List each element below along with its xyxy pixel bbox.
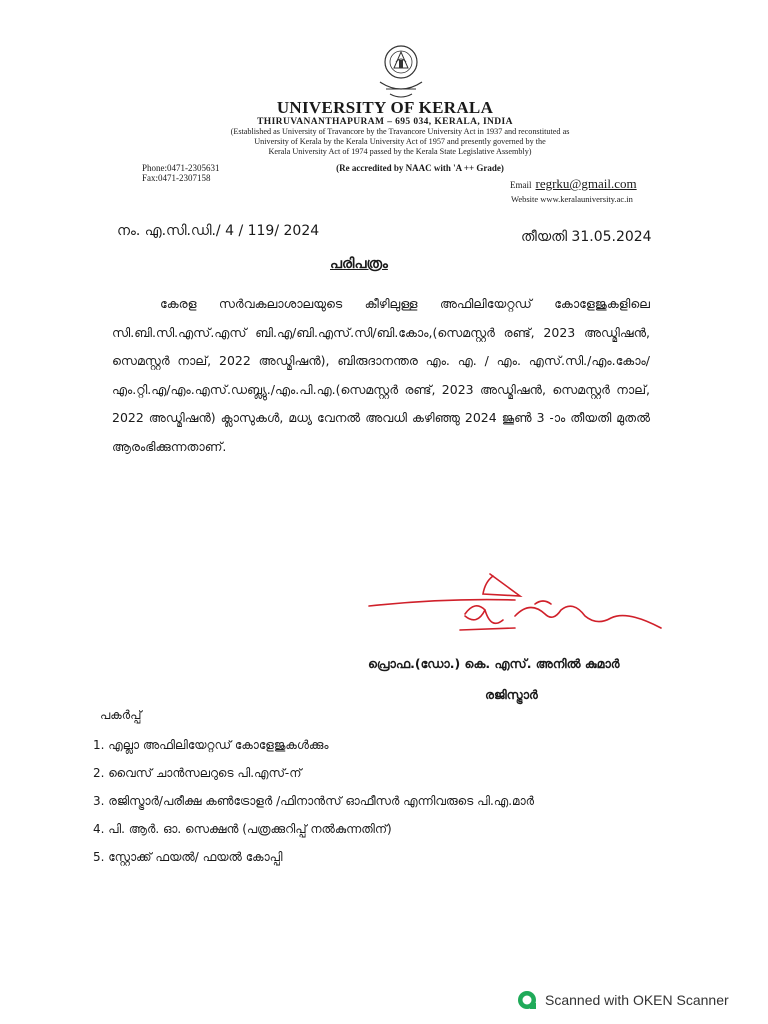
establishment-note: (Established as University of Travancore by the Travancore University Act in 1937 and reconstituted as University of Kerala by the Kerala University Act of 1957 and presently governed by the Kerala University Act of 1974 passed by the Kerala State Legislative Assembly) — [230, 127, 570, 156]
email-label: Email — [510, 180, 532, 190]
list-item: 5. സ്റ്റോക്ക് ഫയൽ/ ഫയൽ കോപ്പി — [93, 850, 283, 864]
copy-to-label: പകർപ്പ് — [100, 708, 142, 722]
list-item: 1. എല്ലാ അഫിലിയേറ്റഡ് കോളേജുകൾക്കും — [93, 738, 329, 752]
handwritten-signature — [365, 570, 665, 640]
copy-to-list — [93, 734, 534, 874]
scanner-logo-icon — [517, 990, 537, 1010]
contact-numbers — [142, 163, 220, 183]
scanner-watermark — [517, 990, 729, 1010]
scanner-text: Scanned with OKEN Scanner — [545, 992, 729, 1008]
document-date: തീയതി 31.05.2024 — [521, 229, 652, 245]
accreditation-note: (Re accredited by NAAC with 'A ++ Grade) — [336, 163, 504, 173]
signatory-title: രജിസ്ട്രാർ — [485, 687, 538, 702]
phone-number: Phone:0471-2305631 — [142, 163, 220, 173]
list-item: 2. വൈസ് ചാൻസലറുടെ പി.എസ്-ന് — [93, 766, 302, 780]
email-row — [510, 176, 637, 192]
signatory-name: പ്രൊഫ.(ഡോ.) കെ. എസ്. അനിൽ കുമാർ — [368, 656, 620, 671]
university-address: THIRUVANANTHAPURAM – 695 034, KERALA, INDIA — [257, 117, 513, 127]
reference-number: നം. എ.സി.ഡി./ 4 / 119/ 2024 — [117, 223, 320, 239]
circular-body-text: കേരള സർവകലാശാലയുടെ കീഴിലുള്ള അഫിലിയേറ്റഡ് കോളേജുകളിലെ സി.ബി.സി.എസ്.എസ് ബി.എ/ബി.എസ്.സി/ബി.കോം,(സെമസ്റ്റർ രണ്ട്, 2023 അഡ്മിഷൻ, സെമസ്റ്റർ നാല്, 2022 അഡ്മിഷൻ), ബിരുദാനന്തര എം. എ. / എം. എസ്.സി./എം.കോം/എം.റ്റി.എ/എം.എസ്.ഡബ്ല്യു./എം.പി.എ.(സെമസ്റ്റർ രണ്ട്, 2023 അഡ്മിഷൻ, സെമസ്റ്റർ നാല്, 2022 അഡ്മിഷൻ) ക്ലാസുകൾ, മധ്യ വേനൽ അവധി കഴിഞ്ഞു 2024 ജൂൺ 3 -ാം തീയതി മുതൽ ആരംഭിക്കുന്നതാണ്. — [112, 296, 650, 454]
list-item: 3. രജിസ്ട്രാർ/പരീക്ഷ കൺട്രോളർ /ഫിനാൻസ് ഓഫീസർ എന്നിവരുടെ പി.എ.മാർ — [93, 794, 535, 808]
fax-number: Fax:0471-2307158 — [142, 173, 211, 183]
list-item: 4. പി. ആർ. ഓ. സെക്ഷൻ (പത്രക്കുറിപ്പ് നൽകുന്നതിന്) — [93, 822, 392, 836]
university-emblem-icon — [372, 42, 430, 104]
email-link[interactable]: regrku@gmail.com — [535, 176, 637, 191]
website: Website www.keralauniversity.ac.in — [511, 194, 633, 204]
circular-body — [112, 290, 650, 461]
university-name: UNIVERSITY OF KERALA — [276, 98, 494, 117]
document-heading: പരിപത്രം — [330, 256, 388, 272]
